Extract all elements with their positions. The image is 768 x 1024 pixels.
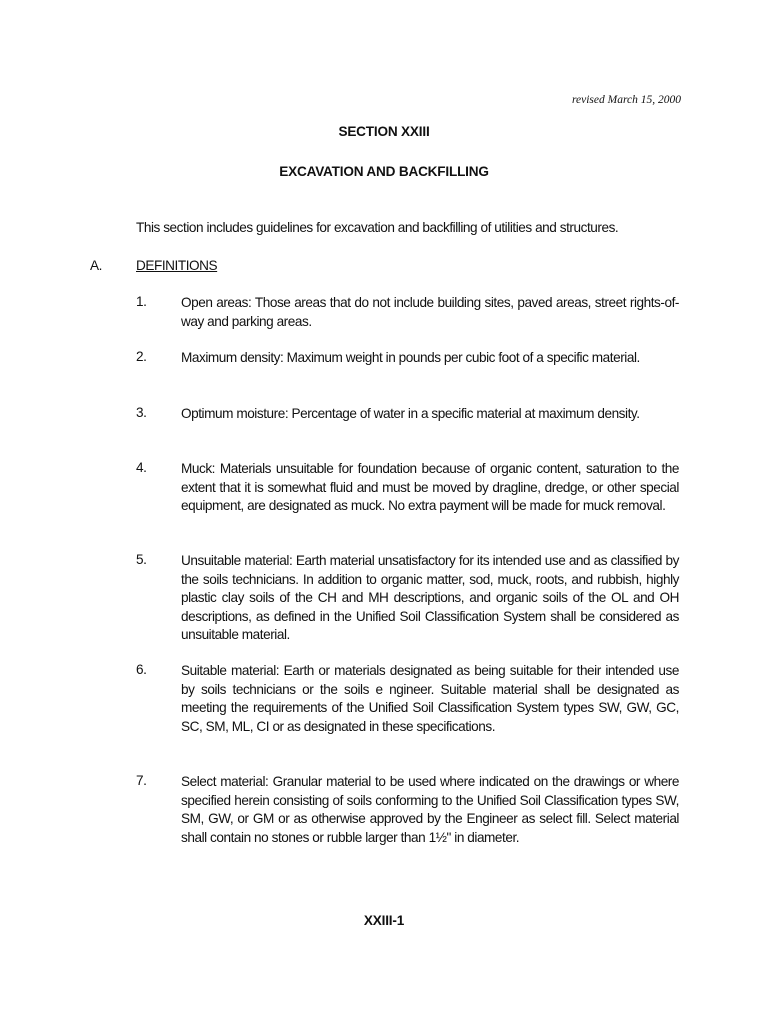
- page-number: XXIII-1: [363, 913, 405, 928]
- definition-text: Unsuitable material: Earth material unsatisfactory for its intended use and as classified by the soils technicians. In addition to organic matter, sod, muck, roots, and rubbish, highly plastic clay soils of the CH and MH descriptions, and organic soils of the OL and OH descriptions, as defined in the Unified Soil Classification System shall be considered as unsuitable material.: [181, 553, 679, 643]
- part-a-heading: DEFINITIONS: [136, 258, 218, 273]
- definition-text: Open areas: Those areas that do not include building sites, paved areas, street rights-of-way and parking areas.: [181, 295, 679, 329]
- definition-text: Select material: Granular material to be used where indicated on the drawings or where specified herein consisting of soils conforming to the Unified Soil Classification types SW, SM, GW, or GM or as otherwise approved by the Engineer as select fill. Select material shall contain no stones or rubble larger than 1½" in diameter.: [181, 774, 679, 845]
- definition-number: 4.: [136, 460, 147, 475]
- definition-number: 5.: [136, 552, 147, 567]
- intro-paragraph: This section includes guidelines for excavation and backfilling of utilities and structures.: [136, 220, 619, 235]
- revision-date: revised March 15, 2000: [571, 94, 681, 106]
- section-title: SECTION XXIII: [338, 124, 430, 139]
- definition-text: Optimum moisture: Percentage of water in a specific material at maximum density.: [181, 406, 640, 421]
- definition-text: Suitable material: Earth or materials designated as being suitable for their intended use by soils technicians or the soils e ngineer. Suitable material shall be designated as meeting the requirements of the Unified Soil Classification System types SW, GW, GC, SC, SM, ML, CI or as designated in these specifications.: [181, 663, 679, 734]
- definition-text: Muck: Materials unsuitable for foundation because of organic content, saturation to the extent that it is somewhat fluid and must be moved by dragline, dredge, or other special equipment, are designated as muck. No extra payment will be made for muck removal.: [181, 461, 679, 514]
- definition-text: Maximum density: Maximum weight in pounds per cubic foot of a specific material.: [181, 350, 640, 365]
- definition-number: 3.: [136, 405, 147, 420]
- definition-number: 6.: [136, 662, 147, 677]
- definition-number: 7.: [136, 773, 147, 788]
- definition-number: 2.: [136, 349, 147, 364]
- part-a-letter: A.: [90, 258, 102, 273]
- section-subtitle: EXCAVATION AND BACKFILLING: [279, 164, 489, 179]
- definition-number: 1.: [136, 294, 147, 309]
